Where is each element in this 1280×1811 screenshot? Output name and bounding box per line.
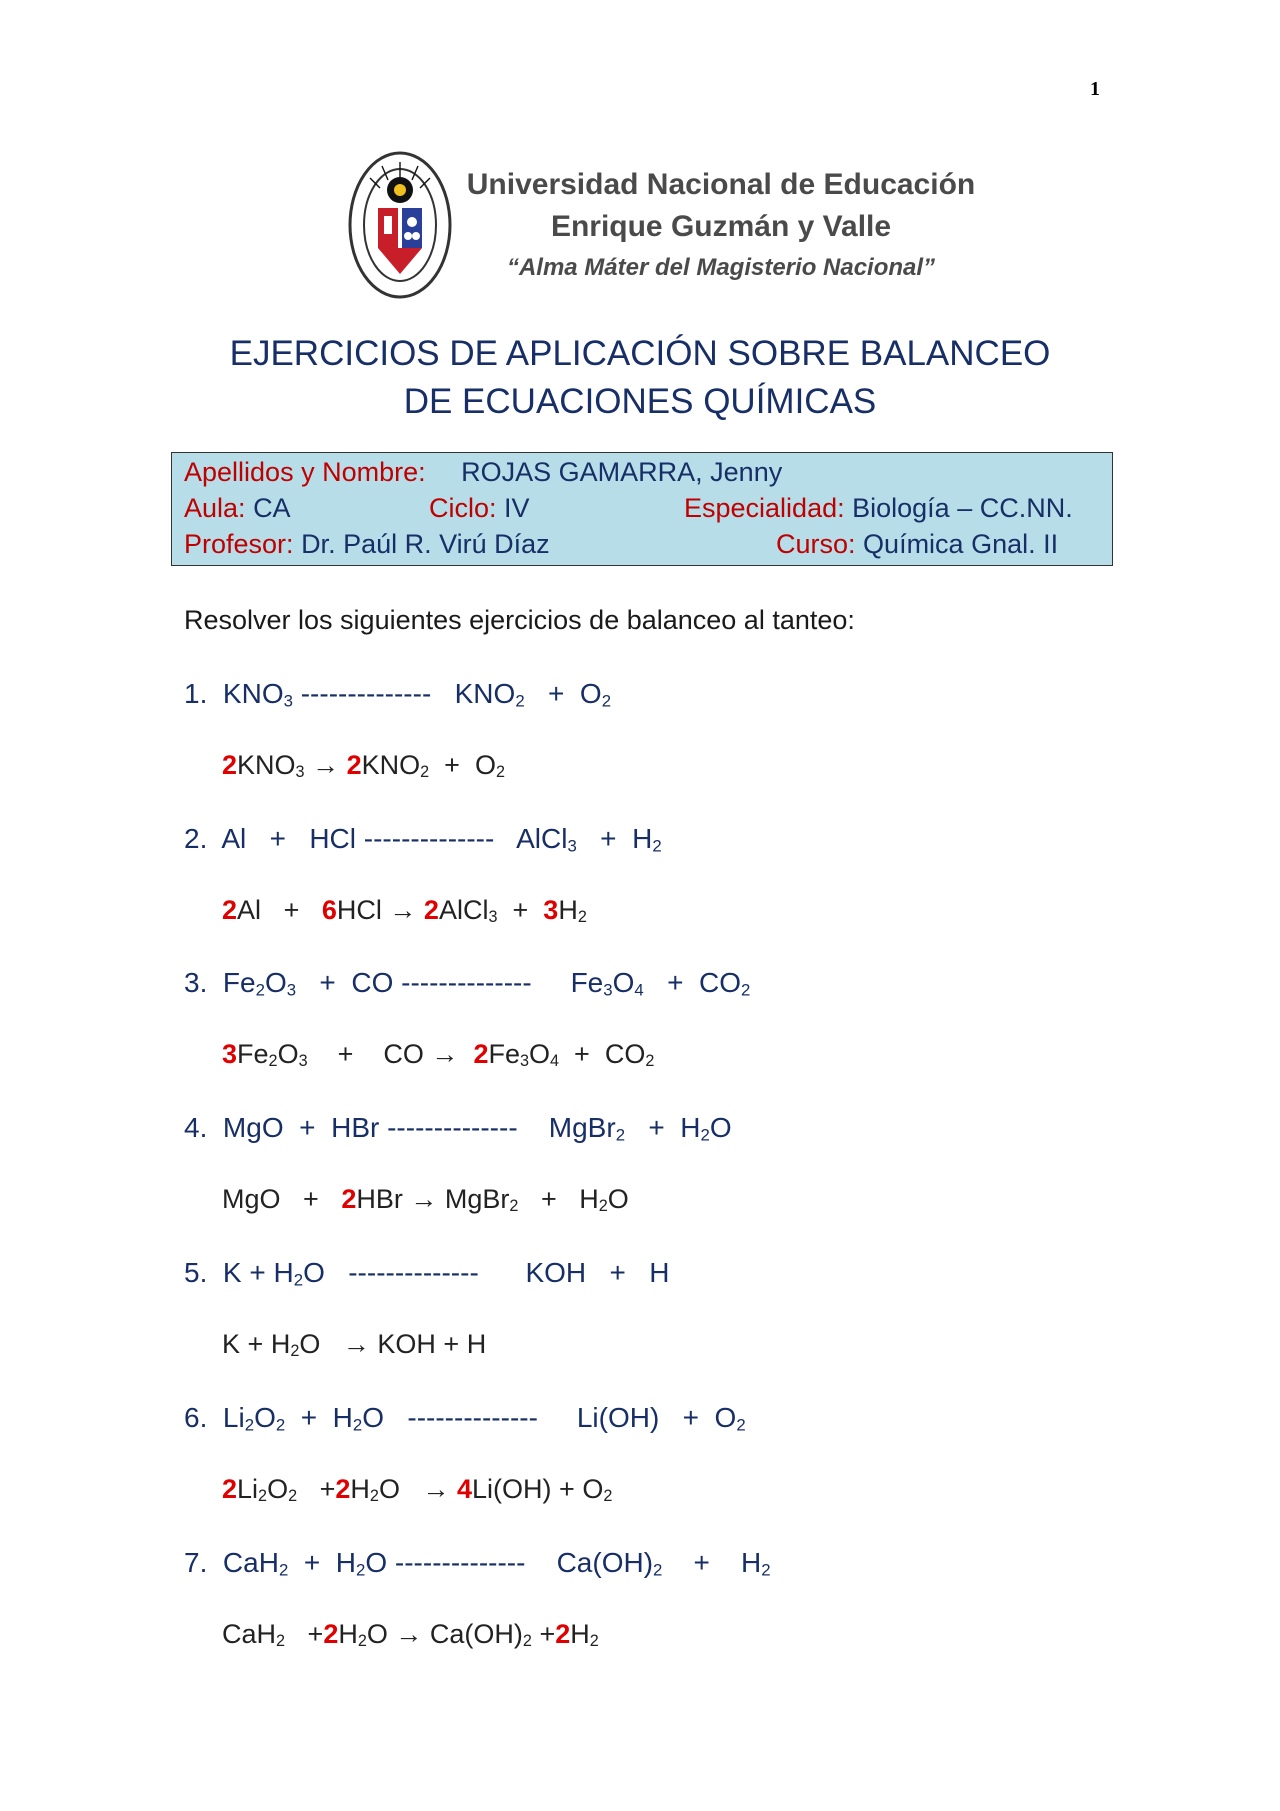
exercise-5-question: 5. $K + H_2O$ -------------- KOH + H	[184, 1257, 670, 1290]
exercise-6-answer: $2Li_2O_2$ $+2H_2O$ → $4Li(OH) + O_2$	[222, 1474, 613, 1506]
especialidad-value: Biología – CC.NN.	[852, 493, 1073, 523]
exercise-number: 6.	[184, 1402, 208, 1433]
profesor-label: Profesor:	[184, 529, 294, 559]
exercise-4-answer: MgO + 2HBr → MgBr$_2$ + $H_2O$	[222, 1184, 629, 1216]
aula-value: CA	[253, 493, 291, 523]
exercise-3-answer: $3Fe_2O_3$ + CO → $2Fe_3O_4 + CO_2$	[222, 1039, 655, 1071]
page-number: 1	[1090, 78, 1100, 100]
profesor-value: Dr. Paúl R. Virú Díaz	[301, 529, 550, 559]
exercise-number: 4.	[184, 1112, 208, 1143]
ciclo-label: Ciclo:	[429, 493, 497, 523]
exercise-number: 3.	[184, 967, 208, 998]
curso-label: Curso:	[776, 529, 856, 559]
page-title	[0, 330, 1280, 426]
ciclo-value: IV	[504, 493, 530, 523]
aula-row	[184, 493, 1099, 529]
title-line-2: DE ECUACIONES QUÍMICAS	[403, 382, 877, 421]
exercise-5-answer: $K + H_2O$ → KOH + H	[222, 1329, 487, 1361]
university-crest-logo	[348, 150, 452, 300]
name-row	[184, 457, 782, 493]
exercise-7-question: 7. $CaH_2 + H_2O$ -------------- $Ca(OH)_2$ + $H_2$	[184, 1547, 771, 1580]
name-label: Apellidos y Nombre:	[184, 457, 426, 487]
exercise-7-answer: CaH$_2$ $+2H_2O \to Ca(OH)_2 +2H_2$	[222, 1619, 599, 1651]
university-subtitle: Enrique Guzmán y Valle	[550, 210, 892, 243]
exercise-3-question: 3. $Fe_2O_3$ + CO -------------- $Fe_3O_4$ + $CO_2$	[184, 967, 751, 1000]
especialidad-label: Especialidad:	[684, 493, 845, 523]
curso-value: Química Gnal. II	[863, 529, 1059, 559]
profesor-row	[184, 529, 1099, 565]
exercise-2-question: 2. Al + HCl -------------- AlCl$_3$ + $H_2$	[184, 823, 662, 856]
exercise-4-question: 4. MgO + HBr -------------- MgBr$_2$ + $H_2O$	[184, 1112, 732, 1145]
name-value: ROJAS GAMARRA, Jenny	[461, 457, 783, 487]
exercise-1-answer: $2KNO_3 \to 2KNO_2 + O_2$	[222, 750, 505, 782]
aula-label: Aula:	[184, 493, 246, 523]
exercise-number: 1.	[184, 678, 208, 709]
university-name: Universidad Nacional de Educación	[466, 168, 976, 201]
exercise-2-answer: 2Al + 6HCl → 2AlCl$_3$ + $3H_2$	[222, 895, 587, 927]
instruction-text: Resolver los siguientes ejercicios de balanceo al tanteo:	[184, 605, 855, 635]
exercise-6-question: 6. $Li_2O_2 + H_2O$ -------------- Li(OH) + $O_2$	[184, 1402, 746, 1435]
title-line-1: EJERCICIOS DE APLICACIÓN SOBRE BALANCEO	[229, 334, 1051, 373]
exercise-number: 5.	[184, 1257, 208, 1288]
exercise-number: 7.	[184, 1547, 208, 1578]
student-info-box	[171, 452, 1113, 566]
exercise-1-question: 1. $KNO_3$ -------------- $KNO_2$ + $O_2$	[184, 678, 612, 711]
university-header	[348, 150, 988, 310]
university-motto: “Alma Máter del Magisterio Nacional”	[506, 254, 936, 281]
exercise-number: 2.	[184, 823, 208, 854]
